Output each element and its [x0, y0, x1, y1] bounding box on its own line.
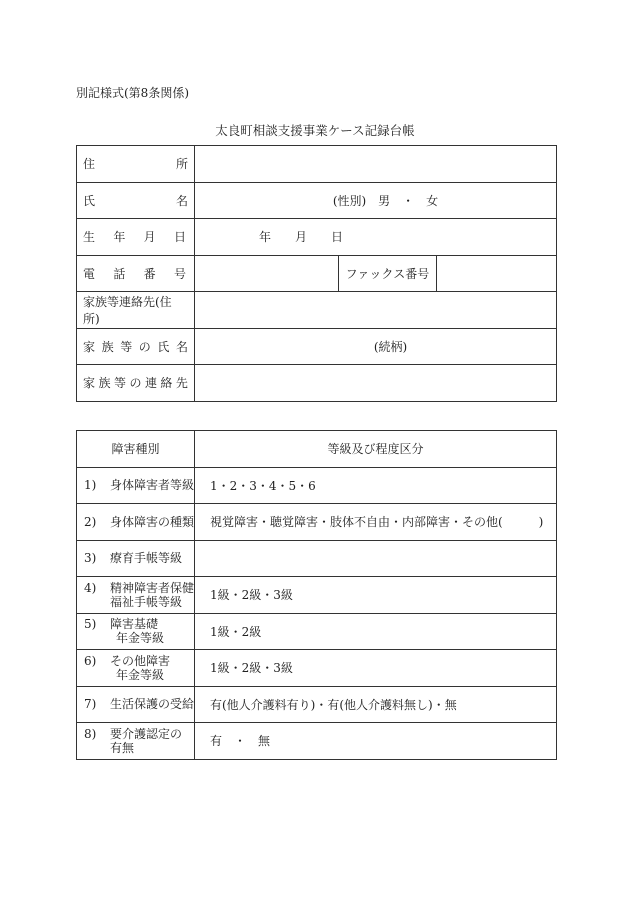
disability-row: [77, 577, 557, 614]
name-label-char: 名: [175, 193, 188, 208]
grade-cell[interactable]: [195, 504, 557, 541]
family-contact-label-char: 等: [113, 376, 126, 391]
family-name-label-char: 氏: [157, 339, 170, 354]
relationship-label: (続柄): [373, 339, 408, 354]
grade-cell[interactable]: [195, 540, 557, 577]
phone-row: [77, 255, 557, 292]
disability-info-table: [76, 430, 557, 760]
grade-options: 視覚障害・聴覚障害・肢体不自由・内部障害・その他( ): [210, 515, 544, 530]
category-label-line2: 有無: [110, 740, 135, 755]
row-number: 3): [84, 551, 97, 566]
category-cell: [77, 686, 195, 723]
grade-header-text: 等級及び程度区分: [327, 442, 424, 457]
family-contact-label-char: 先: [175, 376, 188, 391]
category-label-line2: 年金等級: [116, 667, 165, 682]
grade-options: 1・2・3・4・5・6: [210, 478, 316, 493]
grade-options: 有 ・ 無: [210, 734, 271, 749]
birthdate-row: [77, 219, 557, 256]
grade-header: [195, 431, 557, 468]
phone-label-cell: [77, 255, 195, 292]
grade-options: 1級・2級・3級: [210, 661, 293, 676]
gender-options: (性別) 男 ・ 女: [332, 193, 439, 208]
family-name-input-cell[interactable]: [195, 328, 557, 365]
disability-row: [77, 613, 557, 650]
birthdate-label-char: 年: [113, 230, 126, 245]
personal-info-table: [76, 145, 557, 402]
row-number: 7): [84, 697, 97, 712]
birthdate-format: 年 月 日: [259, 230, 344, 245]
grade-cell[interactable]: [195, 686, 557, 723]
category-label: 身体障害の種類: [110, 514, 195, 529]
family-name-label-char: 名: [175, 339, 188, 354]
birthdate-input-cell[interactable]: [195, 219, 557, 256]
name-label-cell: [77, 182, 195, 219]
grade-options: 1級・2級: [210, 624, 262, 639]
fax-label-cell: [339, 255, 437, 292]
category-cell: [77, 723, 195, 760]
row-number: 6): [84, 653, 97, 668]
family-address-input-cell[interactable]: [195, 292, 557, 329]
disability-row: [77, 686, 557, 723]
family-name-label-char: 家: [83, 339, 96, 354]
row-number: 1): [84, 478, 97, 493]
disability-row: [77, 504, 557, 541]
address-label-cell: [77, 146, 195, 183]
name-label-char: 氏: [83, 193, 96, 208]
disability-row: [77, 650, 557, 687]
phone-input-cell[interactable]: [195, 255, 339, 292]
row-number: 8): [84, 726, 97, 741]
phone-label-char: 電: [83, 266, 96, 281]
category-label: 要介護認定の: [110, 726, 183, 741]
category-cell: [77, 613, 195, 650]
address-row: [77, 146, 557, 183]
phone-label-char: 号: [173, 266, 186, 281]
grade-options: 有(他人介護料有り)・有(他人介護料無し)・無: [210, 697, 457, 712]
family-contact-input-cell[interactable]: [195, 365, 557, 402]
disability-row: [77, 723, 557, 760]
category-label: 身体障害者等級: [110, 478, 195, 493]
family-address-label: 家族等連絡先(住所): [83, 294, 172, 326]
family-name-label-char: の: [138, 339, 151, 354]
category-cell: [77, 540, 195, 577]
birthdate-label-cell: [77, 219, 195, 256]
row-number: 2): [84, 514, 97, 529]
phone-label-char: 話: [113, 266, 126, 281]
disability-header-row: [77, 431, 557, 468]
name-input-cell[interactable]: [195, 182, 557, 219]
form-number-label: 別記様式(第8条関係): [76, 86, 189, 100]
grade-cell[interactable]: [195, 613, 557, 650]
name-row: [77, 182, 557, 219]
disability-row: [77, 540, 557, 577]
birthdate-label-char: 生: [83, 230, 96, 245]
family-contact-label-char: 族: [98, 376, 111, 391]
family-contact-label-char: 家: [83, 376, 96, 391]
document-title: 太良町相談支援事業ケース記録台帳: [215, 123, 415, 138]
category-cell: [77, 577, 195, 614]
birthdate-label-char: 月: [143, 230, 156, 245]
family-contact-label-cell: [77, 365, 195, 402]
family-name-label-char: 等: [120, 339, 133, 354]
category-label: その他障害: [110, 653, 171, 668]
category-label: 障害基礎: [110, 617, 159, 632]
family-address-row: [77, 292, 557, 329]
grade-cell[interactable]: [195, 650, 557, 687]
address-input-cell[interactable]: [195, 146, 557, 183]
phone-label-char: 番: [143, 266, 156, 281]
family-name-label-char: 族: [101, 339, 114, 354]
family-name-row: [77, 328, 557, 365]
category-cell: [77, 650, 195, 687]
family-name-label-cell: [77, 328, 195, 365]
grade-options: 1級・2級・3級: [210, 588, 293, 603]
category-label-line2: 年金等級: [116, 631, 165, 646]
category-label: 療育手帳等級: [110, 551, 183, 566]
category-cell: [77, 467, 195, 504]
grade-cell[interactable]: [195, 467, 557, 504]
family-contact-label-char: の: [129, 376, 142, 391]
grade-cell[interactable]: [195, 577, 557, 614]
fax-label: ファックス番号: [345, 266, 430, 281]
family-address-label-cell: [77, 292, 195, 329]
family-contact-row: [77, 365, 557, 402]
birthdate-label-char: 日: [173, 230, 186, 245]
row-number: 4): [84, 580, 97, 595]
category-header: [77, 431, 195, 468]
grade-cell[interactable]: [195, 723, 557, 760]
category-cell: [77, 504, 195, 541]
disability-row: [77, 467, 557, 504]
row-number: 5): [84, 617, 97, 632]
category-label-line2: 福祉手帳等級: [110, 594, 183, 609]
family-contact-label-char: 絡: [160, 376, 173, 391]
address-label-char: 所: [175, 157, 188, 172]
category-label: 精神障害者保健: [110, 580, 195, 595]
category-label: 生活保護の受給: [110, 697, 195, 712]
category-header-text: 障害種別: [111, 442, 160, 457]
family-contact-label-char: 連: [144, 376, 157, 391]
address-label-char: 住: [83, 157, 96, 172]
fax-input-cell[interactable]: [437, 255, 557, 292]
